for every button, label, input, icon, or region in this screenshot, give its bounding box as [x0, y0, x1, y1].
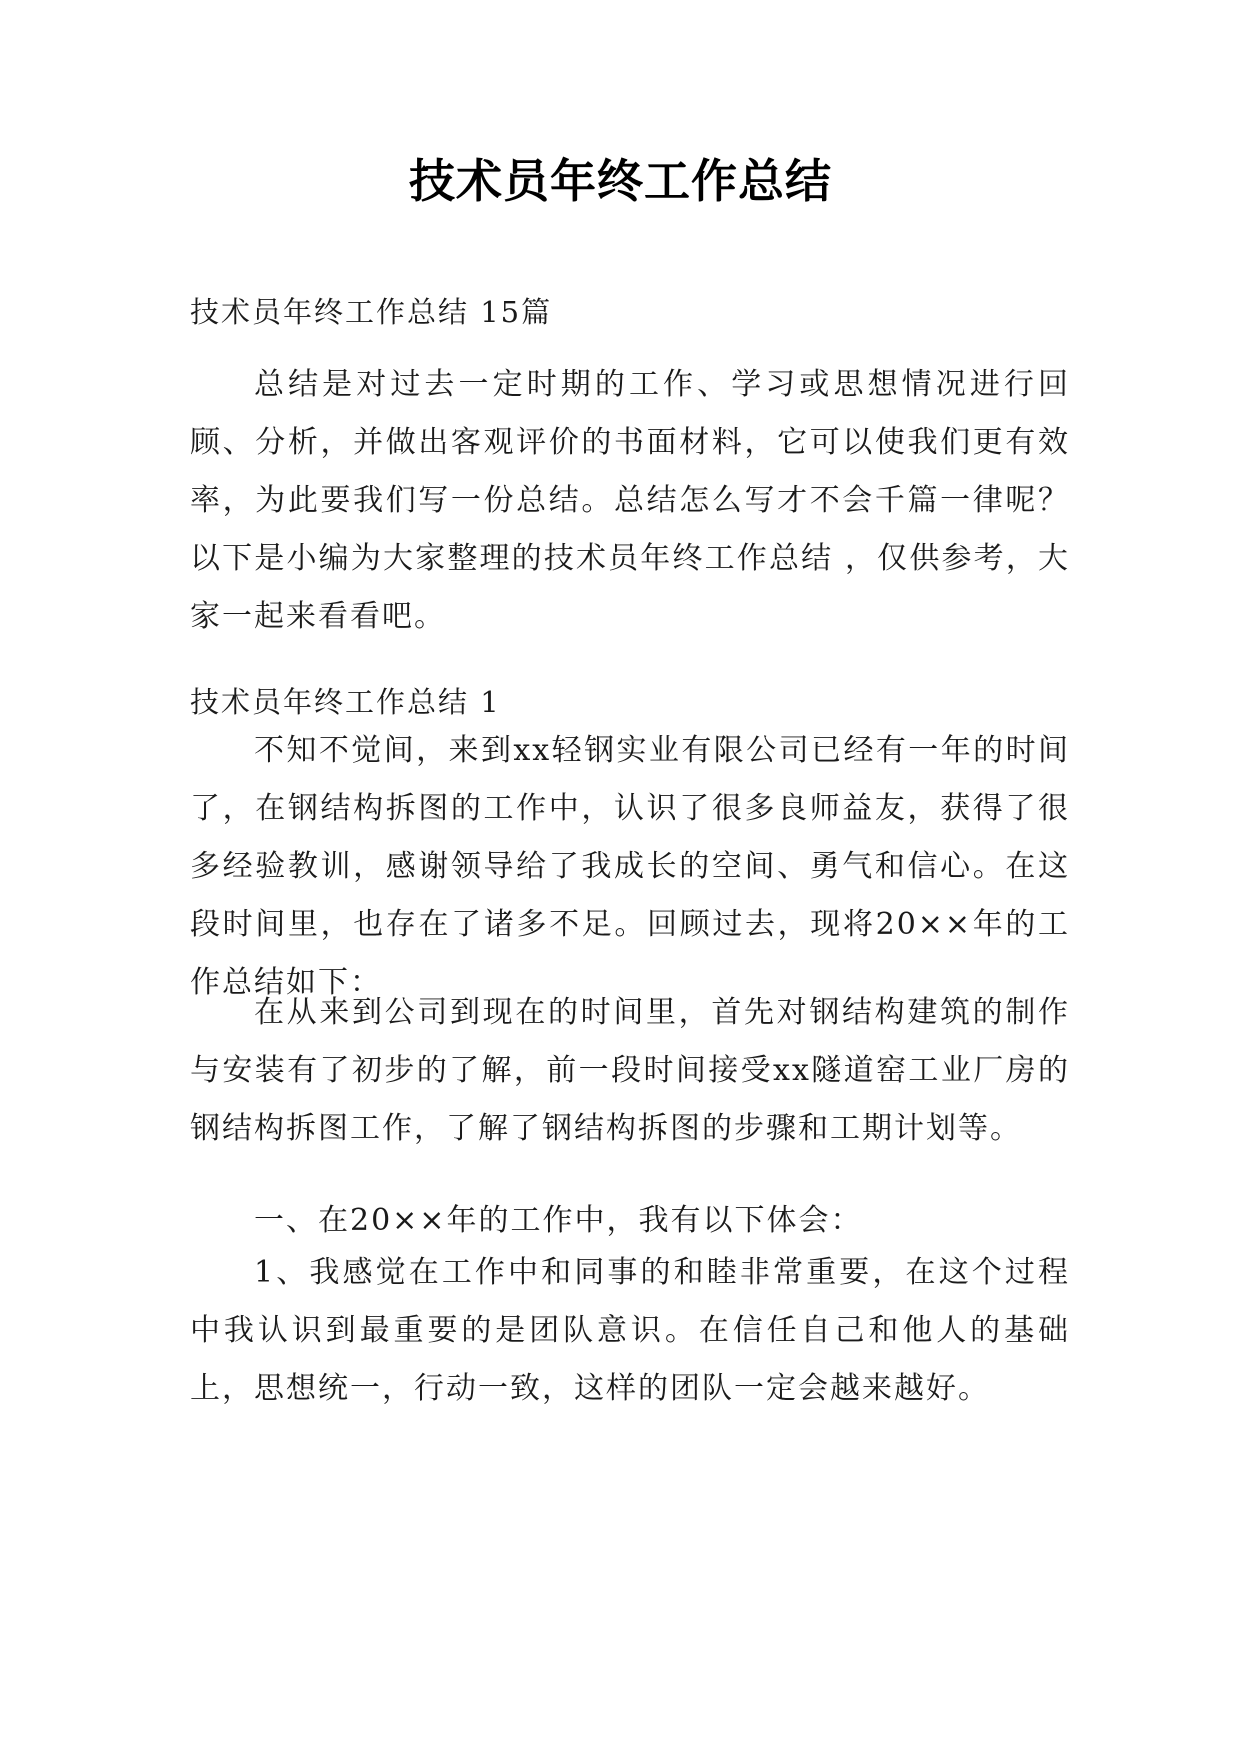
document-subtitle: 技术员年终工作总结 15篇 — [190, 295, 553, 329]
body-paragraph: 在从来到公司到现在的时间里，首先对钢结构建筑的制作与安装有了初步的了解，前一段时间接受xx隧道窑工业厂房的钢结构拆图工作，了解了钢结构拆图的步骤和工期计划等。 — [190, 995, 1070, 1146]
list-item: 1、我感觉在工作中和同事的和睦非常重要，在这个过程中我认识到最重要的是团队意识。在信任自己和他人的基础上，思想统一，行动一致，这样的团队一定会越来越好。 — [190, 1255, 1070, 1406]
document-title: 技术员年终工作总结 — [409, 154, 832, 208]
list-heading: 一、在20××年的工作中，我有以下体会： — [254, 1203, 863, 1238]
body-paragraph: 不知不觉间，来到xx轻钢实业有限公司已经有一年的时间了，在钢结构拆图的工作中，认识了很多良师益友，获得了很多经验教训，感谢领导给了我成长的空间、勇气和信心。在这段时间里，也存在了诸多不足。回顾过去，现将20××年的工作总结如下： — [190, 733, 1070, 1000]
intro-paragraph: 总结是对过去一定时期的工作、学习或思想情况进行回顾、分析，并做出客观评价的书面材料，它可以使我们更有效率，为此要我们写一份总结。总结怎么写才不会千篇一律呢？以下是小编为大家整理的技术员年终工作总结 ，仅供参考，大家一起来看看吧。 — [190, 367, 1070, 634]
section-heading: 技术员年终工作总结 1 — [190, 685, 501, 719]
